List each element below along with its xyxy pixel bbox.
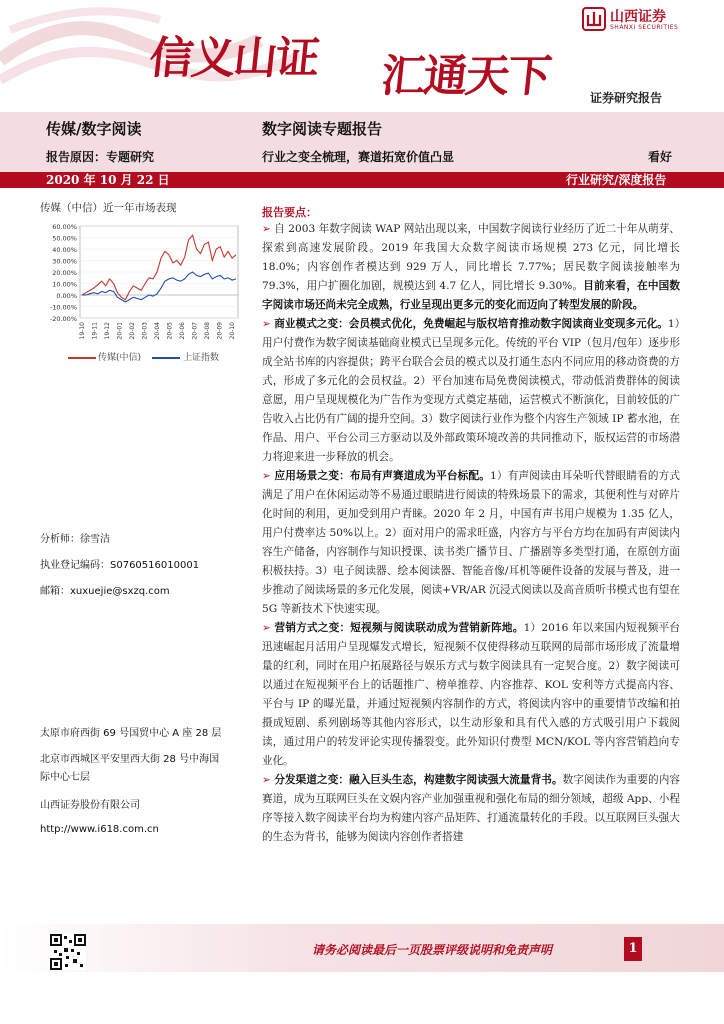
qr-code-icon	[50, 934, 86, 970]
date-bar	[0, 172, 724, 188]
point-3: ➢ 应用场景之变：布局有声赛道成为平台标配。1）有声阅读由耳朵听代替眼睛看的方式满足了用户在休闲运动等不易通过眼睛进行阅读的特殊场景下的需求，其便利性与对碎片化时间的利用，更加受到用户青睐。2020 年 2 月，中国有声书用户规模为 1.35 亿人，用户付费率达 50%以上。2）面对用户的需求旺盛，内容方与平台方均在加码有声阅读内容生产储备，内容制作与知识授课、读书类广播节目、广播剧等多类型打通，在原创方面积极扶持。3）电子阅读器、绘本阅读器、智能音像/耳机等硬件设备的发展与普及，进一步推动了阅读场景的多元化发展，阅读+VR/AR 沉浸式阅读以及高音质听书模式也有望在 5G 等新技术下快速实现。	[262, 470, 680, 615]
point-5: ➢ 分发渠道之变：融入巨头生态，构建数字阅读强大流量背书。数字阅读作为重要的内容赛道，成为互联网巨头在文娱内容产业加强重视和强化布局的细分领域，超级 App、小程序等接入数字阅读平台均为构建内容产品矩阵、打通流量转化的手段。以互联网巨头强大的生态为背书，能够为阅读内容创作者搭建	[262, 774, 680, 843]
x-tick-label: 20-10	[229, 322, 236, 340]
shanxi-securities-logo-icon	[582, 7, 606, 31]
bullet-arrow-icon: ➢	[262, 223, 275, 235]
point-4: ➢ 营销方式之变：短视频与阅读联动成为营销新阵地。1）2016 年以来国内短视频平台迅速崛起月活用户呈现爆发式增长，短视频不仅使得移动互联网的局部市场形成了流量增量的红利，同时在用户拓展路径与娱乐方式与数字阅读具有一定契合度。2）数字阅读可以通过在短视频平台上的话题推广、榜单推荐、内容推荐、KOL 安利等方式提高内容、平台与 IP 的曝光量，并通过短视频内容制作的方式，将阅读内容中的重要情节改编和拍摄成短剧、系列剧场等其他内容形式，以生动形象和具有代入感的方式吸引用户下载阅读，通过用户的转发评论实现传播裂变。此外知识付费型 MCN/KOL 等内容营销趋向专业化。	[262, 622, 680, 767]
logo-text-cn: 山西证券	[610, 9, 666, 25]
report-category: 行业研究/深度报告	[566, 173, 667, 187]
company-website[interactable]: http://www.i618.com.cn	[40, 824, 159, 835]
summary-body	[262, 220, 680, 847]
legend-swatch-sse	[152, 357, 180, 359]
report-subtitle: 行业之变全梳理，赛道拓宽价值凸显	[262, 150, 455, 164]
y-tick-label: 60.00%	[52, 223, 77, 231]
x-tick-label: 20-09	[216, 322, 224, 340]
series-line-sse	[82, 272, 236, 302]
x-tick-label: 20-08	[204, 322, 211, 340]
y-tick-label: 30.00%	[52, 257, 77, 266]
bullet-arrow-icon: ➢	[262, 318, 275, 330]
slogan-left: 信义山证	[146, 33, 321, 84]
point-2: ➢ 商业模式之变：会员模式优化，免费崛起与版权培育推动数字阅读商业变现多元化。1）用户付费作为数字阅读基础商业模式已呈现多元化。传统的平台 VIP（包月/包年）逐步形成全站书库的内容提供；跨平台联合会员的模式以及打通生态内不同应用的移动资费的方式，形成了多元化的会员权益。2）平台加速布局免费阅读模式，带动低消费群体的阅读意愿，用户呈现规模化为广告作为变现方式奠定基础，运营模式不断演化，目前较低的广告收入占比仍有广阔的提升空间。3）数字阅读行业作为整个内容生产领域 IP 蓄水池，在作品、用户、平台公司三方驱动以及外部政策环境改善的共同推动下，版权运营的市场潜力将迎来进一步释放的机会。	[262, 318, 681, 463]
x-tick-label: 20-04	[154, 322, 161, 340]
legend-swatch-media	[68, 357, 96, 359]
report-reason: 报告原因：专题研究	[46, 150, 155, 164]
address-taiyuan: 太原市府西街 69 号国贸中心 A 座 28 层	[40, 728, 222, 739]
bullet-arrow-icon: ➢	[262, 470, 275, 482]
report-type-label: 证券研究报告	[590, 91, 663, 105]
report-date: 2020 年 10 月 22 日	[46, 173, 170, 187]
analyst-name: 分析师：徐雪洁	[40, 534, 110, 545]
rating: 看好	[648, 150, 673, 164]
bullet-arrow-icon: ➢	[262, 622, 275, 634]
address-beijing-2: 际中心七层	[40, 772, 90, 783]
x-tick-label: 19-10	[79, 322, 86, 340]
market-performance-chart	[38, 218, 248, 368]
bullet-arrow-icon: ➢	[262, 774, 275, 786]
report-title: 数字阅读专题报告	[262, 120, 383, 138]
y-tick-label: 40.00%	[52, 246, 77, 254]
x-tick-label: 20-01	[116, 322, 124, 340]
legend-label-media: 传媒(中信)	[98, 353, 142, 363]
x-tick-label: 20-05	[166, 322, 174, 340]
x-tick-label: 20-02	[129, 322, 136, 340]
analyst-cert: 执业登记编码：S0760516010001	[40, 560, 200, 571]
y-tick-label: 10.00%	[52, 280, 77, 289]
y-tick-label: 50.00%	[52, 234, 77, 243]
y-tick-label: 0.00%	[56, 292, 77, 300]
logo-text-en: SHANXI SECURITIES	[610, 24, 679, 31]
summary-heading: 报告要点：	[262, 206, 317, 219]
x-tick-label: 19-11	[91, 322, 99, 340]
x-tick-label: 19-12	[104, 322, 111, 340]
company-name: 山西证券股份有限公司	[40, 800, 140, 811]
page-number: 1	[624, 937, 642, 961]
y-tick-label: -10.00%	[49, 303, 77, 312]
chart-title: 传媒（中信）近一年市场表现	[40, 202, 177, 214]
x-tick-label: 20-03	[141, 322, 149, 340]
address-beijing-1: 北京市西城区平安里西大街 28 号中海国	[40, 754, 220, 765]
chart-legend	[40, 350, 245, 366]
y-tick-label: -20.00%	[49, 315, 77, 323]
sector-title: 传媒/数字阅读	[46, 120, 142, 138]
series-line-media	[82, 235, 236, 299]
disclaimer-text: 请务必阅读最后一页股票评级说明和免责声明	[312, 943, 553, 957]
top-banner	[0, 0, 724, 112]
legend-label-sse: 上证指数	[183, 353, 220, 363]
x-tick-label: 20-06	[179, 322, 186, 340]
point-1: ➢ 自 2003 年数字阅读 WAP 网站出现以来，中国数字阅读行业经历了近二十年从萌芽、探索到高速发展阶段。2019 年我国大众数字阅读市场规模 273 亿元，同比增长 18.0%；内容创作者模达到 929 万人，同比增长 7.77%；居民数字阅读接触率为 79.3%，用户扩圈化加剧，规模达到 4.7 亿人，同比增长 9.30%。目前来看，在中国数字阅读市场还尚未完全成熟，行业呈现出更多元的变化而迈向了转型发展的阶段。	[262, 223, 681, 311]
x-tick-label: 20-07	[191, 322, 199, 340]
slogan-right: 汇通天下	[378, 51, 553, 102]
y-tick-label: 20.00%	[52, 269, 77, 277]
analyst-email[interactable]: 邮箱：xuxuejie@sxzq.com	[40, 586, 170, 597]
